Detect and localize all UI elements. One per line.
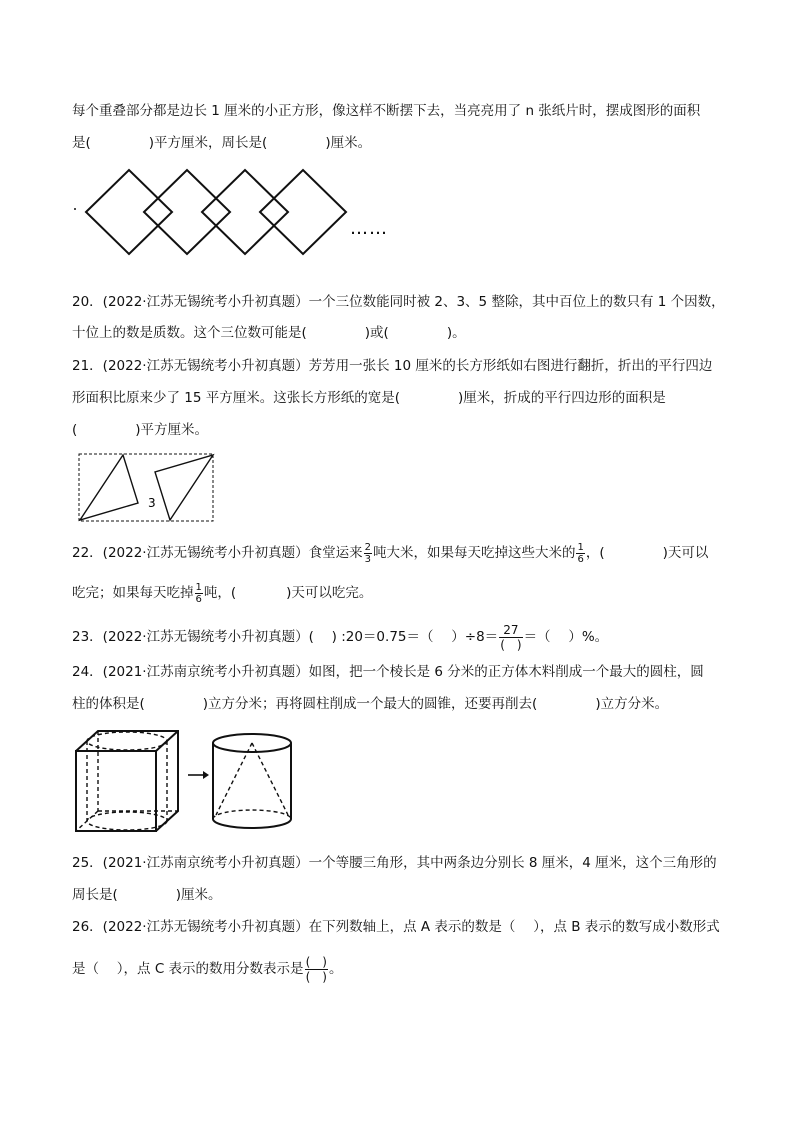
q19-text-2a: 是( [72,135,91,151]
q22-text-line2 [72,581,372,605]
figure-label-3: 3 [148,496,156,510]
q25-text-line2 [72,885,222,905]
q22-text-4: )天可以 [662,545,709,561]
q24-text-line2 [72,694,668,714]
overlapping-squares-figure [70,165,410,265]
q20-text-line1: 20．(2022·江苏无锡统考小升初真题）一个三位数能同时被 2、3、5 整除，其中百位上的数只有 1 个因数， [72,294,725,310]
fraction-denominator: ( ) [305,969,327,984]
fraction-27-over-blank [499,623,522,652]
square-3 [202,170,288,254]
square-4 [260,170,346,254]
q23-text-2: ＝（ ）%。 [523,629,609,645]
q20-text-line2 [72,323,466,343]
cylinder-with-inscribed-cone [213,734,291,828]
fraction-denominator: 3 [364,553,371,565]
q22-text-2: 吨大米，如果每天吃掉这些大米的 [372,545,576,561]
fraction-one-sixth [576,542,584,565]
q22-text-3: ，( [585,545,605,561]
fraction-denominator: ( ) [500,637,522,652]
fraction-one-sixth [195,582,203,605]
q24-text-line1: 24．(2021·江苏南京统考小升初真题）如图，把一个棱长是 6 分米的正方体木料削成一个最大的圆柱，圆 [72,664,704,680]
q19-text-2b: )平方厘米，周长是( [148,135,268,151]
fraction-numerator: 2 [364,541,371,553]
q21-text-line3 [72,420,208,440]
q22-text-2a: 吃完；如果每天吃掉 [72,585,194,601]
fraction-denominator: 6 [577,553,584,565]
q21-text-2b: )厘米，折成的平行四边形的面积是 [458,390,666,406]
q20-text-2a: 十位上的数是质数。这个三位数可能是( [72,325,307,341]
q21-text-line2 [72,388,666,408]
q19-text-line2 [72,133,371,153]
q26-text-2b: 。 [328,961,343,977]
fraction-numerator: ( ) [305,954,327,969]
q22-text-line1 [72,541,708,565]
q26-text-2a: 是（ ），点 C 表示的数用分数表示是 [72,961,304,977]
q21-text-line1: 21．(2022·江苏无锡统考小升初真题）芳芳用一张长 10 厘米的长方形纸如右图进行翻折，折出的平行四边 [72,358,713,374]
folded-rectangle-figure [76,451,218,525]
q26-text-line2 [72,954,342,984]
q23-text [72,622,608,652]
q21-text-2a: 形面积比原来少了 15 平方厘米。这张长方形纸的宽是( [72,390,401,406]
folded-triangle-right [155,455,213,520]
fraction-numerator: 27 [499,623,522,638]
fraction-denominator: 6 [195,593,202,605]
continuation-dots: …… [350,218,388,239]
fraction-numerator: 1 [577,541,584,553]
cube-cylinder-cone-figure [70,727,300,835]
q19-text-2c: )厘米。 [325,135,372,151]
cube-with-inscribed-cylinder [76,731,178,831]
q24-text-2c: )立方分米。 [595,696,669,712]
fraction-two-thirds [364,542,372,565]
q25-text-2a: 周长是( [72,887,118,903]
q19-text-line1: 每个重叠部分都是边长 1 厘米的小正方形，像这样不断摆下去，当亮亮用了 n 张纸片时，摆成图形的面积 [72,103,701,119]
q20-text-2c: )。 [446,325,466,341]
q25-text-2b: )厘米。 [175,887,222,903]
q25-text-line1: 25．(2021·江苏南京统考小升初真题）一个等腰三角形，其中两条边分别长 8 厘米，4 厘米，这个三角形的 [72,855,717,871]
q21-text-3b: )平方厘米。 [135,422,209,438]
q22-text-2c: )天可以吃完。 [286,585,373,601]
q24-text-2b: )立方分米；再将圆柱削成一个最大的圆锥，还要再削去( [202,696,538,712]
q21-text-3a: ( [72,422,78,438]
q22-text-2b: 吨，( [203,585,237,601]
q22-text-1: 22．(2022·江苏无锡统考小升初真题）食堂运来 [72,545,363,561]
q23-text-1: 23．(2022·江苏无锡统考小升初真题）( ) :20＝0.75＝（ ）÷8＝ [72,629,499,645]
fraction-numerator: 1 [195,581,202,593]
q26-text-line1: 26．(2022·江苏无锡统考小升初真题）在下列数轴上，点 A 表示的数是（ ），点 B 表示的数写成小数形式 [72,919,720,935]
q20-text-2b: )或( [364,325,389,341]
arrow-icon [188,771,209,779]
square-1 [86,170,172,254]
square-2 [144,170,230,254]
q24-text-2a: 柱的体积是( [72,696,145,712]
folded-triangle-left [80,455,138,520]
fraction-blank-over-blank [305,955,328,984]
